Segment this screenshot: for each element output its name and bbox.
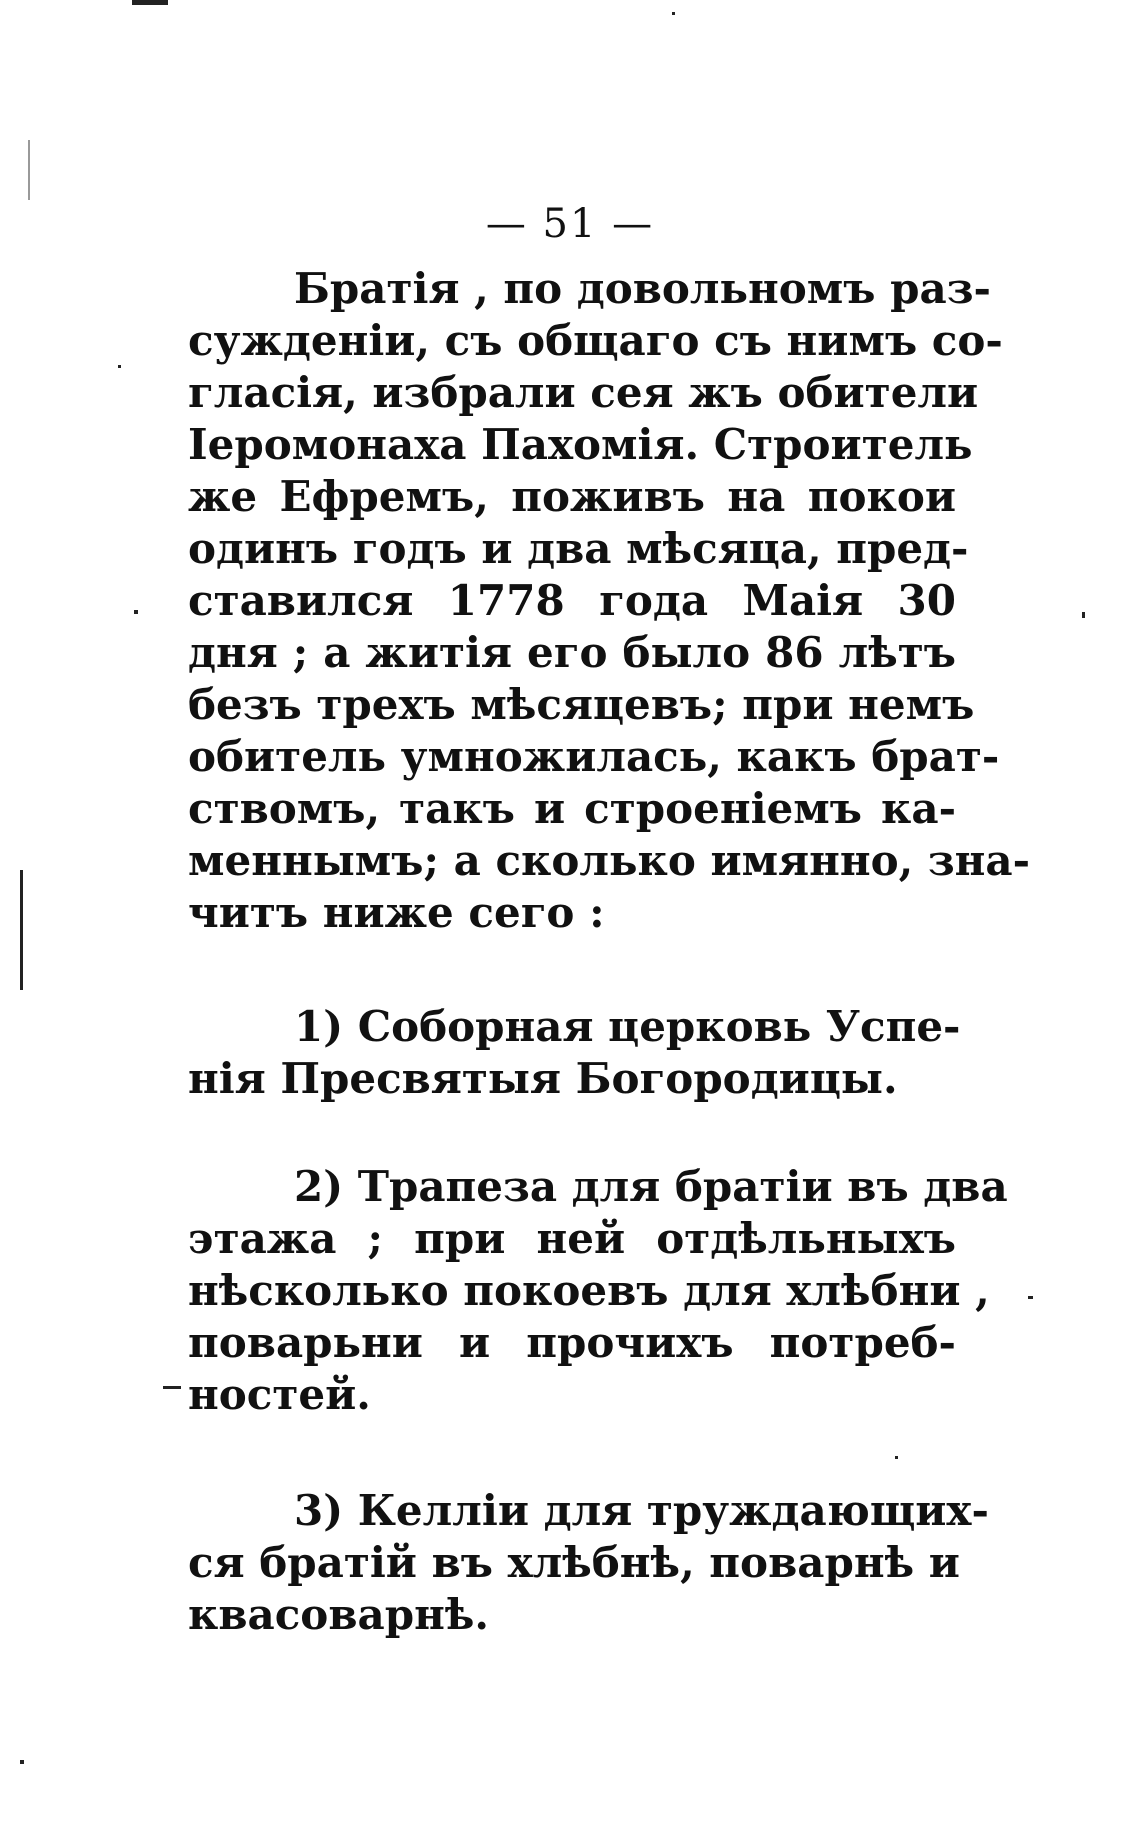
scan-speck bbox=[1082, 612, 1085, 618]
text-line: 3) Келліи для труждающих- bbox=[294, 1486, 989, 1535]
text-line: безъ трехъ мѣсяцевъ; при немъ bbox=[188, 680, 975, 729]
scan-edge-mark bbox=[20, 870, 23, 990]
scan-speck bbox=[163, 1386, 181, 1389]
text-line: читъ ниже сего : bbox=[188, 888, 605, 937]
text-line: нѣсколько покоевъ для хлѣбни , bbox=[188, 1266, 990, 1315]
text-line: ностей. bbox=[188, 1370, 371, 1419]
text-line: ствомъ, такъ и строеніемъ ка- bbox=[188, 784, 956, 833]
text-line: же Ефремъ, поживъ на покои bbox=[188, 472, 956, 521]
page-number: — 51 — bbox=[485, 201, 655, 247]
scan-speck bbox=[118, 365, 121, 368]
text-line: этажа ; при ней отдѣльныхъ bbox=[188, 1214, 956, 1263]
scan-speck bbox=[672, 12, 675, 15]
scan-speck bbox=[132, 0, 168, 5]
text-line: одинъ годъ и два мѣсяца, пред- bbox=[188, 524, 969, 573]
text-line: нія Пресвятыя Богородицы. bbox=[188, 1054, 898, 1103]
text-line: дня ; а житія его было 86 лѣтъ bbox=[188, 628, 956, 677]
text-line: Братія , по довольномъ раз- bbox=[294, 264, 991, 313]
text-line: обитель умножилась, какъ брат- bbox=[188, 732, 1000, 781]
scan-speck bbox=[134, 610, 138, 614]
text-line: 2) Трапеза для братіи въ два bbox=[294, 1162, 1008, 1211]
scan-edge-mark bbox=[28, 140, 30, 200]
text-line: Іеромонаха Пахомія. Строитель bbox=[188, 420, 973, 469]
text-line: 1) Соборная церковь Успе- bbox=[294, 1002, 961, 1051]
text-line: меннымъ; а сколько имянно, зна- bbox=[188, 836, 1031, 885]
scan-speck bbox=[20, 1760, 24, 1764]
text-line: ся братій въ хлѣбнѣ, поварнѣ и bbox=[188, 1538, 960, 1587]
scan-speck bbox=[1028, 1296, 1033, 1299]
text-line: сужденіи, съ общаго съ нимъ со- bbox=[188, 316, 1003, 365]
text-line: поварьни и прочихъ потреб- bbox=[188, 1318, 956, 1367]
scan-speck bbox=[895, 1456, 898, 1459]
text-line: квасоварнѣ. bbox=[188, 1590, 489, 1639]
text-line: гласія, избрали сея жъ обители bbox=[188, 368, 979, 417]
text-line: ставился 1778 года Маія 30 bbox=[188, 576, 956, 625]
